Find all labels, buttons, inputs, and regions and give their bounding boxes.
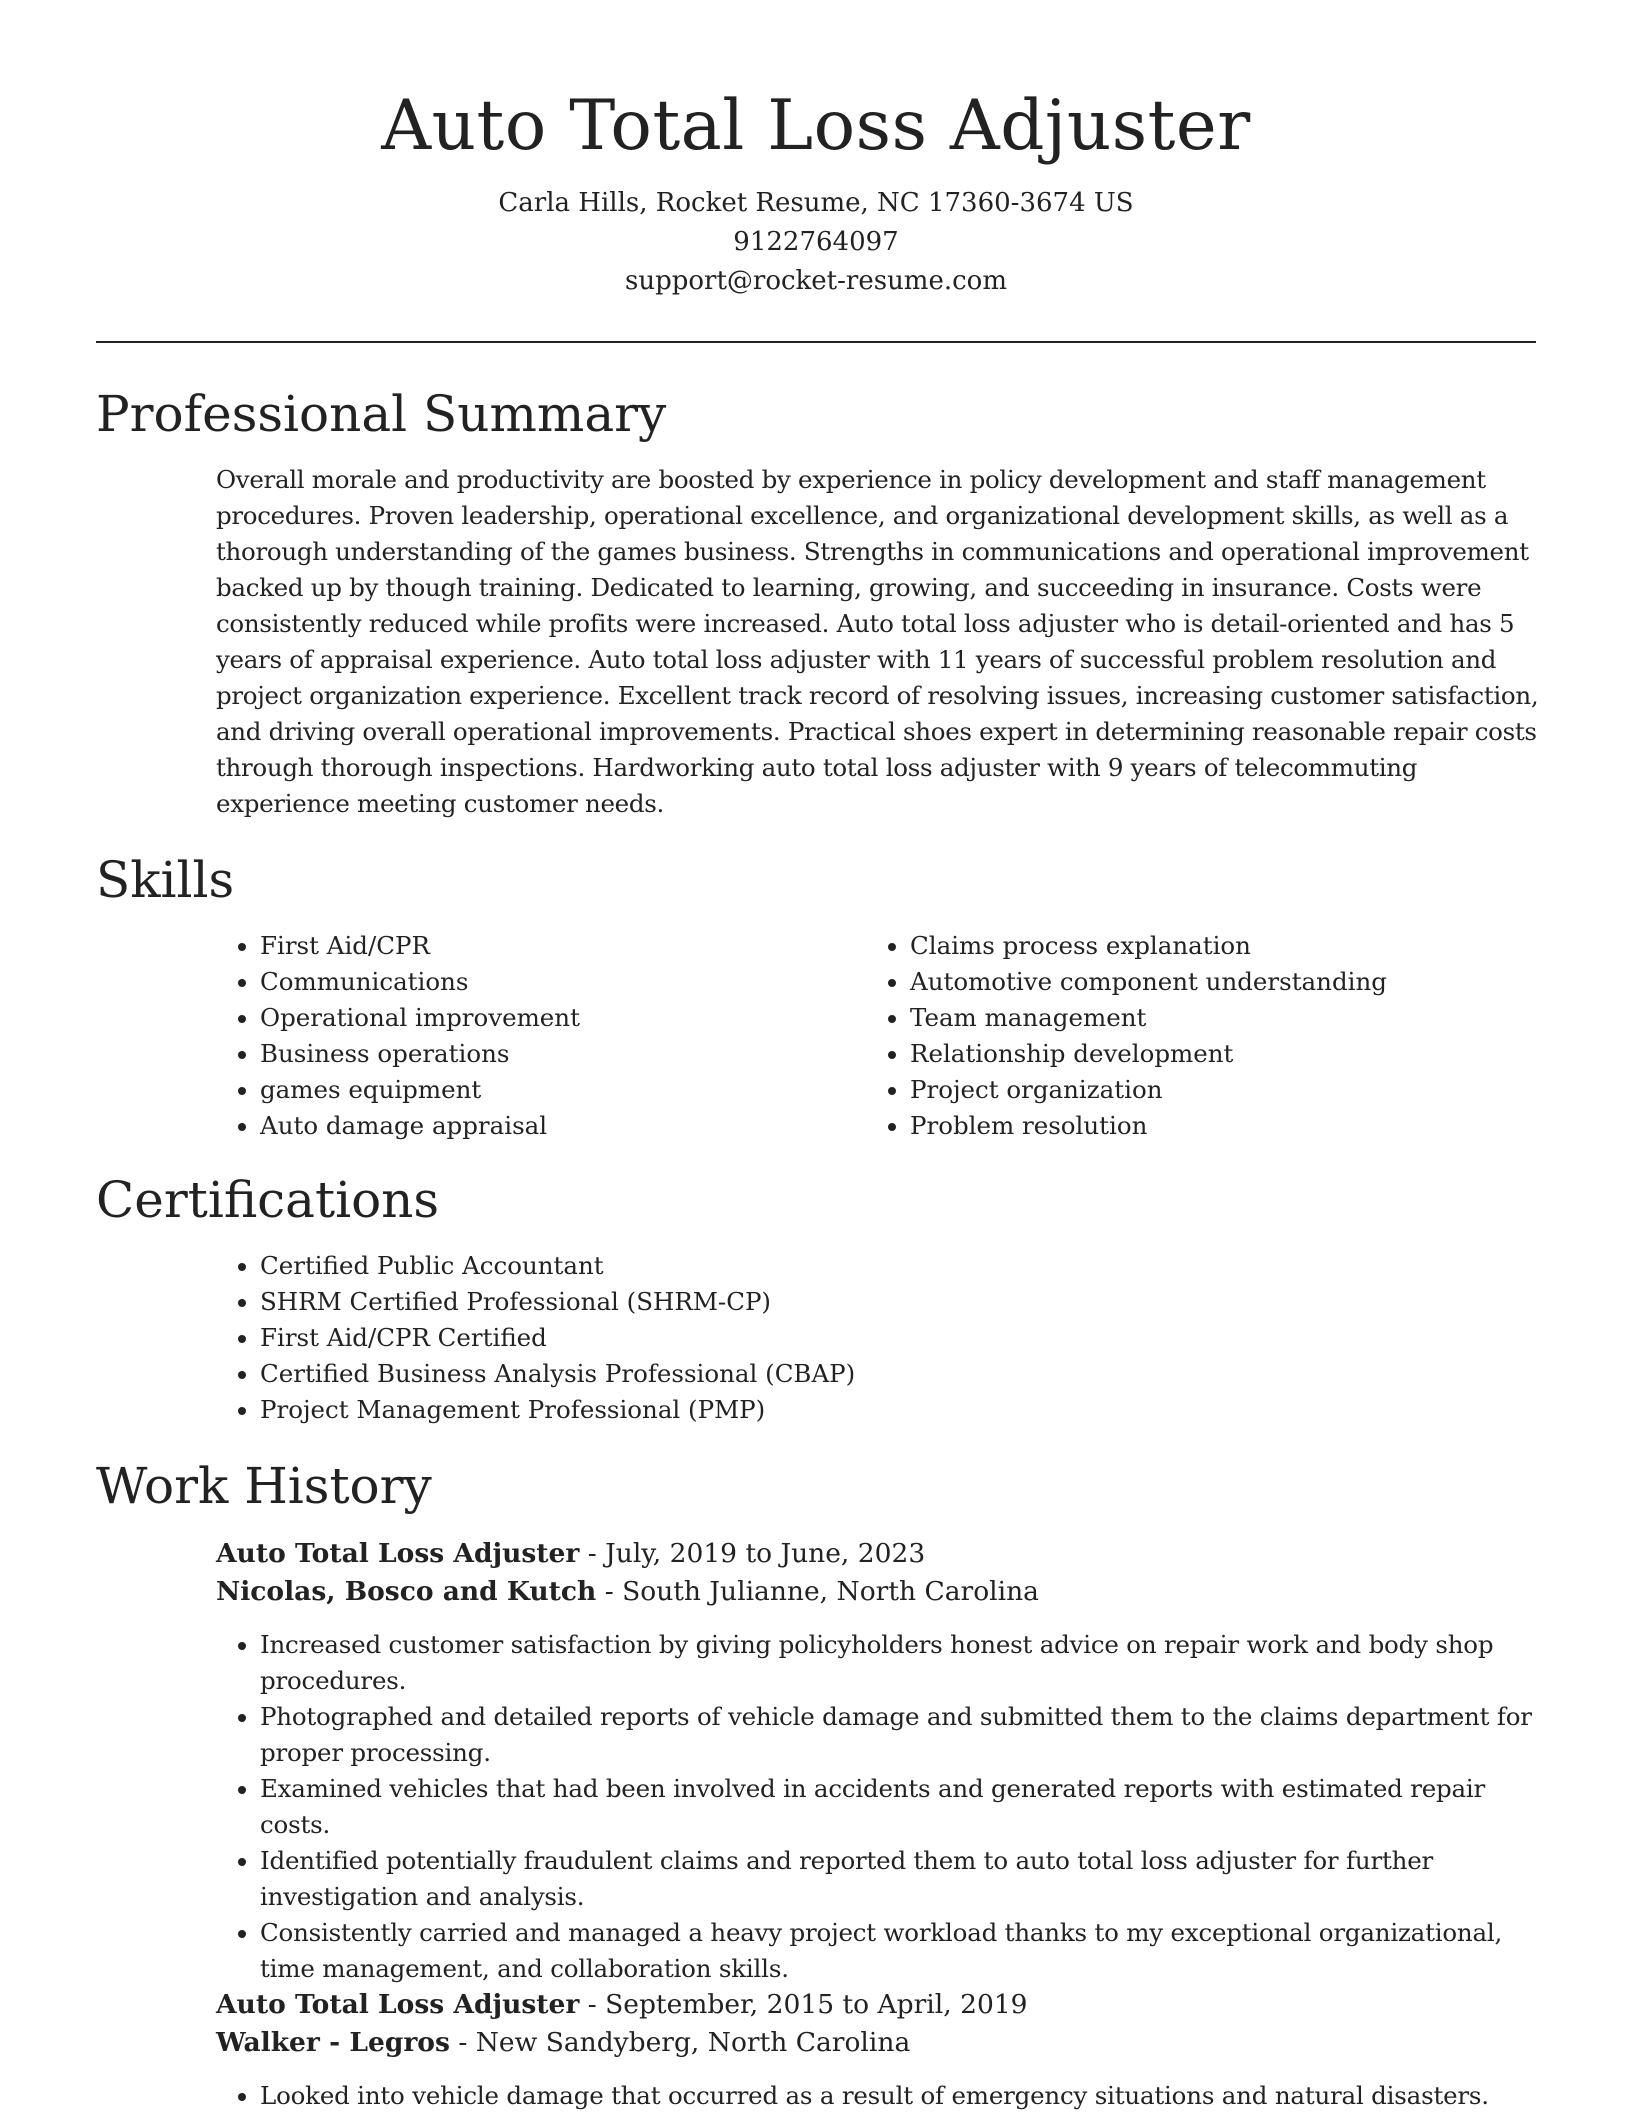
job-role: Auto Total Loss Adjuster bbox=[216, 1538, 580, 1569]
certifications-block bbox=[216, 1248, 1536, 1428]
list-item: • Claims process explanation bbox=[910, 928, 1546, 964]
summary-text: Overall morale and productivity are boosted by experience in policy development and staff management procedures. Proven leadership, operational excellence, and organizational development skills, as well as a thorough understanding of the games business. Strengths in communications and operational improvement backed up by though training. Dedicated to learning, growing, and succeeding in insurance. Costs were consistently reduced while profits were increased. Auto total loss adjuster who is detail-oriented and has 5 years of appraisal experience. Auto total loss adjuster with 11 years of successful problem resolution and project organization experience. Excellent track record of resolving issues, increasing customer satisfaction, and driving overall operational improvements. Practical shoes expert in determining reasonable repair costs through thorough inspections. Hardworking auto total loss adjuster with 9 years of telecommuting experience meeting customer needs. bbox=[216, 465, 1539, 818]
work-history-heading: Work History bbox=[96, 1457, 432, 1515]
list-item: • Automotive component understanding bbox=[910, 964, 1546, 1000]
job-title-line bbox=[216, 1986, 1546, 2024]
job-company: Nicolas, Bosco and Kutch bbox=[216, 1576, 597, 1607]
list-item: • Communications bbox=[260, 964, 856, 1000]
job-entry bbox=[216, 1986, 1546, 2114]
job-location: - New Sandyberg, North Carolina bbox=[449, 2027, 911, 2058]
job-duties-list bbox=[216, 1627, 1546, 1987]
job-company-line bbox=[216, 2024, 1546, 2062]
list-item: • Relationship development bbox=[910, 1036, 1546, 1072]
list-item: • Team management bbox=[910, 1000, 1546, 1036]
list-item: • Looked into vehicle damage that occurred as a result of emergency situations and natural disasters. bbox=[260, 2078, 1546, 2114]
job-company: Walker - Legros bbox=[216, 2027, 450, 2058]
phone: 9122764097 bbox=[733, 227, 899, 257]
list-item: • Project organization bbox=[910, 1072, 1546, 1108]
list-item: • Examined vehicles that had been involved in accidents and generated reports with estimated repair costs. bbox=[260, 1771, 1546, 1843]
job-duties-list bbox=[216, 2078, 1546, 2114]
list-item: • Identified potentially fraudulent claims and reported them to auto total loss adjuster for further investigation and analysis. bbox=[260, 1843, 1546, 1915]
list-item: • Operational improvement bbox=[260, 1000, 856, 1036]
resume-header bbox=[96, 82, 1536, 301]
skills-list-left bbox=[216, 928, 856, 1144]
summary-heading: Professional Summary bbox=[96, 385, 667, 443]
job-entry bbox=[216, 1535, 1546, 1987]
list-item: • games equipment bbox=[260, 1072, 856, 1108]
list-item: • Project Management Professional (PMP) bbox=[260, 1392, 1536, 1428]
job-title-line bbox=[216, 1535, 1546, 1573]
job-location: - South Julianne, North Carolina bbox=[596, 1576, 1039, 1607]
list-item: • Certified Public Accountant bbox=[260, 1248, 1536, 1284]
list-item: • Consistently carried and managed a heavy project workload thanks to my exceptional organizational, time management, and collaboration skills. bbox=[260, 1915, 1546, 1987]
job-company-line bbox=[216, 1573, 1546, 1611]
job-dates: - September, 2015 to April, 2019 bbox=[579, 1989, 1028, 2020]
job-dates: - July, 2019 to June, 2023 bbox=[579, 1538, 926, 1569]
list-item: • First Aid/CPR bbox=[260, 928, 856, 964]
skills-list-right bbox=[866, 928, 1546, 1144]
skills-heading: Skills bbox=[96, 851, 235, 909]
skills-column-left bbox=[216, 928, 856, 1144]
address: Carla Hills, Rocket Resume, NC 17360-3674 US bbox=[498, 188, 1134, 218]
header-divider bbox=[96, 341, 1536, 343]
list-item: • Problem resolution bbox=[910, 1108, 1546, 1144]
contact-block bbox=[96, 184, 1536, 301]
certifications-heading: Certifications bbox=[96, 1171, 440, 1229]
candidate-name: Auto Total Loss Adjuster bbox=[381, 86, 1251, 166]
list-item: • Business operations bbox=[260, 1036, 856, 1072]
list-item: • Increased customer satisfaction by giving policyholders honest advice on repair work and body shop procedures. bbox=[260, 1627, 1546, 1699]
list-item: • Auto damage appraisal bbox=[260, 1108, 856, 1144]
skills-column-right bbox=[866, 928, 1546, 1144]
list-item: • SHRM Certified Professional (SHRM-CP) bbox=[260, 1284, 1536, 1320]
list-item: • Photographed and detailed reports of vehicle damage and submitted them to the claims department for proper processing. bbox=[260, 1699, 1546, 1771]
list-item: • First Aid/CPR Certified bbox=[260, 1320, 1536, 1356]
certifications-list bbox=[216, 1248, 1536, 1428]
job-role: Auto Total Loss Adjuster bbox=[216, 1989, 580, 2020]
email: support@rocket-resume.com bbox=[624, 266, 1007, 296]
list-item: • Certified Business Analysis Professional (CBAP) bbox=[260, 1356, 1536, 1392]
